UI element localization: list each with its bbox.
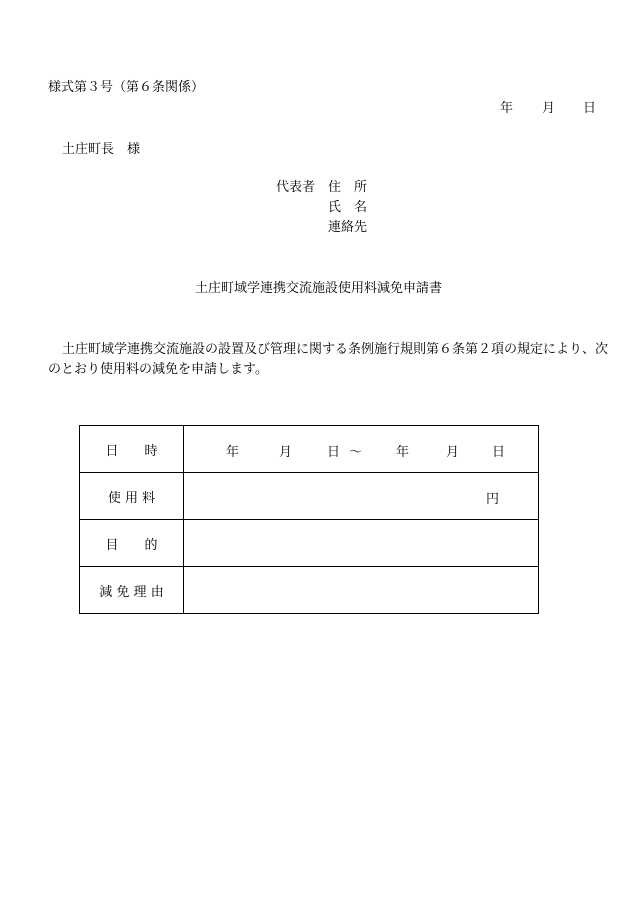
table-row-fee xyxy=(80,473,539,520)
end-day-label: 日 xyxy=(492,445,506,460)
body-text: 土庄町域学連携交流施設の設置及び管理に関する条例施行規則第６条第２項の規定により、次のとおり使用料の減免を申請します。 xyxy=(48,342,609,377)
range-tilde: ～ xyxy=(349,445,363,460)
end-year-label: 年 xyxy=(396,445,410,460)
contact-label: 連絡先 xyxy=(328,220,368,235)
table-row-datetime xyxy=(80,426,539,473)
start-year-label: 年 xyxy=(226,445,240,460)
date-day-label: 日 xyxy=(583,101,597,116)
table-row-purpose xyxy=(80,520,539,567)
representative-label: 代表者 xyxy=(276,180,316,195)
datetime-value xyxy=(184,426,539,473)
end-month-label: 月 xyxy=(446,445,460,460)
address-label: 住 所 xyxy=(328,180,368,195)
fee-value xyxy=(184,473,539,520)
datetime-label: 日 時 xyxy=(80,426,184,473)
purpose-label: 目 的 xyxy=(80,520,184,567)
date-month-label: 月 xyxy=(542,101,556,116)
form-number: 様式第３号（第６条関係） xyxy=(48,80,205,95)
start-day-label: 日 xyxy=(327,445,341,460)
reason-label: 減 免 理 由 xyxy=(80,567,184,614)
addressee: 土庄町長 様 xyxy=(62,142,141,157)
document-title: 土庄町域学連携交流施設使用料減免申請書 xyxy=(195,281,443,296)
table-row-reason xyxy=(80,567,539,614)
yen-unit: 円 xyxy=(486,492,500,507)
application-table xyxy=(79,425,539,614)
reason-value xyxy=(184,567,539,614)
name-label: 氏 名 xyxy=(328,200,368,215)
date-year-label: 年 xyxy=(500,101,514,116)
start-month-label: 月 xyxy=(279,445,293,460)
purpose-value xyxy=(184,520,539,567)
fee-label: 使 用 料 xyxy=(80,473,184,520)
